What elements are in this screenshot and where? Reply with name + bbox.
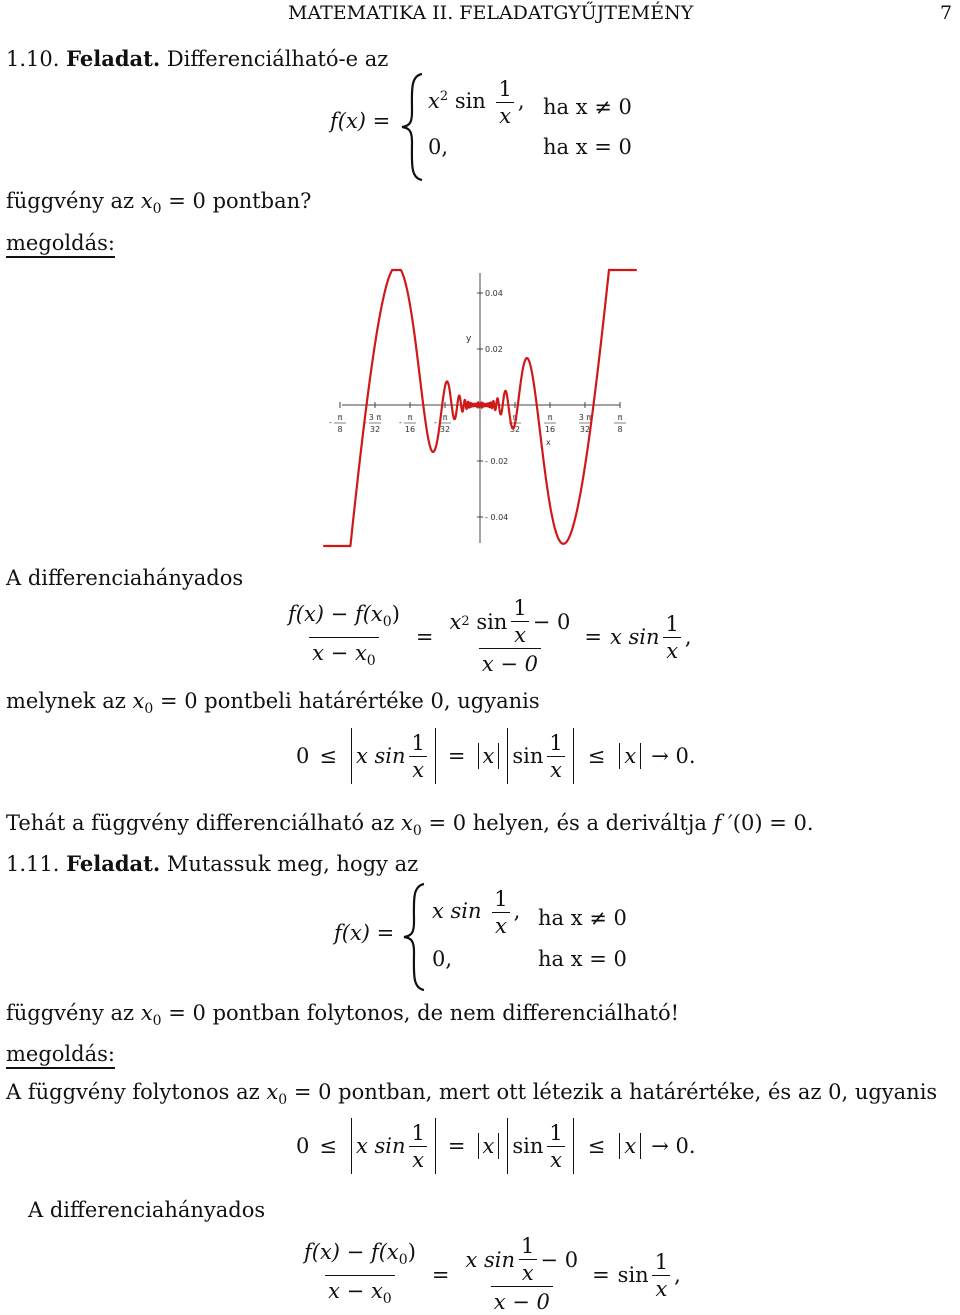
text: = 0 pontban? <box>168 189 312 213</box>
y-tick-label: - 0.02 <box>485 457 509 466</box>
subscript: 0 <box>366 652 376 669</box>
zero: 0 <box>296 744 310 768</box>
x-tick-sign: - <box>364 418 367 427</box>
sin: sin <box>512 744 544 768</box>
fraction <box>491 888 510 937</box>
x-tick-numerator: 3 π <box>368 413 382 422</box>
denominator: x <box>547 1146 565 1171</box>
text: = 0 pontban, mert ott létezik a határértéke, és az 0, ugyanis <box>293 1080 938 1104</box>
subscript: 0 <box>152 1013 162 1029</box>
text: f(x) − f(x <box>288 601 383 626</box>
mid-numerator <box>463 1235 582 1286</box>
x-tick-numerator: π <box>547 413 553 422</box>
text: függvény az <box>6 189 135 213</box>
text: melynek az <box>6 689 126 713</box>
case-1-fraction <box>496 78 515 127</box>
var-x: x <box>266 1080 279 1104</box>
comma: , <box>684 625 692 649</box>
denominator: x <box>409 1146 427 1171</box>
problem-question <box>6 188 311 222</box>
y-tick-label: - 0.04 <box>485 513 509 522</box>
text: = 0 helyen, és a deriváltja <box>428 811 707 835</box>
numerator: 1 <box>411 730 425 755</box>
abs-bar <box>573 728 574 784</box>
case-1 <box>428 78 525 127</box>
problem-number: 1.11. <box>6 852 60 876</box>
problem-text: Mutassuk meg, hogy az <box>166 852 419 876</box>
x-tick-sign: - <box>434 418 437 427</box>
inner-fraction <box>518 1235 537 1284</box>
text: = 0 pontbeli határértéke 0, ugyanis <box>160 689 540 713</box>
lhs-denominator <box>309 637 379 674</box>
mid-denominator: x − 0 <box>491 1286 553 1315</box>
x-tick-denominator: 32 <box>439 425 451 434</box>
text: − 0 <box>540 1247 579 1272</box>
rhs-text: sin <box>617 1263 649 1287</box>
inequality-2 <box>296 1110 696 1182</box>
text: x sin <box>432 899 482 923</box>
solution-link[interactable]: megoldás: <box>6 231 115 255</box>
comma: , <box>517 89 525 113</box>
mid-numerator <box>447 597 574 648</box>
case-1-x: x <box>428 89 440 113</box>
equals: = <box>447 1134 466 1158</box>
subscript: 0 <box>412 823 422 839</box>
var-x: x <box>140 189 153 213</box>
numerator: 1 <box>549 1120 563 1145</box>
function-lhs-2: f(x) = <box>334 921 395 945</box>
diff-intro-1: A differenciahányados <box>6 566 244 590</box>
var-x: x <box>400 811 413 835</box>
le: ≤ <box>319 744 337 768</box>
denominator: x <box>547 756 565 781</box>
var-x: x <box>482 1134 495 1158</box>
subscript: 0 <box>382 613 392 630</box>
subscript: 0 <box>398 1251 408 1268</box>
numerator: 1 <box>411 1120 425 1145</box>
diff-intro-2: A differenciahányados <box>28 1198 266 1222</box>
text: f(x) − f(x <box>304 1239 399 1264</box>
case-2-b: 0, <box>432 947 453 971</box>
lhs-numerator <box>285 601 403 637</box>
text: x − x <box>312 640 367 665</box>
lhs-numerator <box>301 1239 419 1275</box>
rhs-fraction <box>652 1251 671 1300</box>
x-tick-denominator: 32 <box>369 425 381 434</box>
x-tick-sign: - <box>329 418 332 427</box>
left-brace-icon <box>398 72 428 182</box>
denominator: x <box>492 912 510 937</box>
function-lhs: f(x) = <box>330 109 391 133</box>
difference-quotient-2 <box>298 1236 681 1314</box>
text: x sin <box>465 1247 516 1272</box>
abs-bar <box>435 728 436 784</box>
denominator: x <box>663 637 681 662</box>
abs-bar <box>619 743 620 769</box>
limit-intro-1 <box>6 688 540 722</box>
x-tick-numerator: 3 π <box>578 413 592 422</box>
lhs-fraction <box>301 1239 419 1312</box>
arrow: → 0. <box>651 744 696 768</box>
sin: sin <box>476 609 508 634</box>
abs-bar <box>619 1133 620 1159</box>
problem-number: 1.10. <box>6 47 60 71</box>
numerator: 1 <box>494 887 508 911</box>
x-tick-denominator: 16 <box>544 425 556 434</box>
mid-fraction <box>463 1235 582 1315</box>
numerator: 1 <box>549 730 563 755</box>
problem-statement-2 <box>6 1000 679 1034</box>
case-1-condition: ha x ≠ 0 <box>543 95 632 119</box>
y-tick-label: 0.02 <box>485 345 503 354</box>
text: = 0 pontban folytonos, de nem differenciálható! <box>168 1001 680 1025</box>
equals: = <box>584 625 602 649</box>
x-tick-numerator: π <box>337 413 343 422</box>
le: ≤ <box>319 1134 337 1158</box>
abs-bar <box>435 1118 436 1174</box>
problem-text: Differenciálható-e az <box>166 47 389 71</box>
text: ) <box>391 601 400 626</box>
numerator: 1 <box>513 596 527 620</box>
mid-denominator: x − 0 <box>479 648 541 677</box>
numerator: 1 <box>654 1249 669 1274</box>
x-tick-denominator: 32 <box>509 425 521 434</box>
abs-bar <box>507 1118 508 1174</box>
denominator: x <box>409 756 427 781</box>
subscript: 0 <box>278 1092 288 1108</box>
inequality-1 <box>296 720 696 792</box>
case-2-b-condition: ha x = 0 <box>538 947 627 971</box>
x-tick-numerator: π <box>442 413 448 422</box>
denominator: x <box>511 621 529 646</box>
left-brace-icon <box>400 882 430 992</box>
y-axis-label: y <box>466 334 472 344</box>
exponent: 2 <box>461 613 470 629</box>
var-x: x <box>132 689 145 713</box>
denominator: x <box>652 1275 670 1300</box>
sin: sin <box>512 1134 544 1158</box>
var-x: x <box>140 1001 153 1025</box>
var-x: x <box>624 744 637 768</box>
text: (0) = 0. <box>732 811 814 835</box>
equals: = <box>592 1263 610 1287</box>
text: − 0 <box>532 609 571 634</box>
comma: , <box>674 1263 681 1287</box>
arrow: → 0. <box>651 1134 696 1158</box>
lhs-denominator <box>325 1275 395 1312</box>
comma: , <box>513 899 521 923</box>
mid-fraction <box>447 597 574 677</box>
subscript: 0 <box>144 701 154 717</box>
fraction <box>546 1122 565 1171</box>
text: A függvény folytonos az <box>6 1080 260 1104</box>
fraction <box>409 732 428 781</box>
abs-bar <box>573 1118 574 1174</box>
abs-bar <box>351 728 352 784</box>
x-tick-denominator: 16 <box>404 425 416 434</box>
numerator: 1 <box>665 611 679 636</box>
fraction-denominator: x <box>496 102 514 127</box>
derivative: f ′ <box>713 811 733 835</box>
var-x: x <box>624 1134 637 1158</box>
x-tick-denominator: 32 <box>579 425 591 434</box>
subscript: 0 <box>152 201 162 217</box>
solution-link-2[interactable]: megoldás: <box>6 1042 115 1066</box>
text: x sin <box>355 744 406 768</box>
case-1-sin: sin <box>454 89 486 113</box>
le: ≤ <box>587 1134 606 1158</box>
zero: 0 <box>296 1134 310 1158</box>
running-header: MATEMATIKA II. FELADATGYŰJTEMÉNY <box>288 2 694 24</box>
x-tick-denominator: 8 <box>617 425 623 434</box>
equals: = <box>447 744 466 768</box>
problem-heading-1-10 <box>6 46 388 72</box>
x-axis-label: x <box>546 438 551 447</box>
function-plot <box>320 268 640 548</box>
equals: = <box>415 625 434 649</box>
problem-word: Feladat. <box>66 46 161 71</box>
case-1-exponent: 2 <box>439 89 449 104</box>
text: x sin <box>355 1134 406 1158</box>
text: függvény az <box>6 1001 135 1025</box>
abs-bar <box>351 1118 352 1174</box>
var-x: x <box>482 744 495 768</box>
subscript: 0 <box>382 1290 392 1307</box>
text: x − x <box>328 1278 383 1303</box>
continuity-text <box>6 1079 937 1113</box>
text: Tehát a függvény differenciálható az <box>6 811 395 835</box>
abs-bar <box>498 1133 499 1159</box>
abs-bar <box>640 1133 641 1159</box>
rhs-text: x sin <box>609 625 660 649</box>
abs-bar <box>478 1133 479 1159</box>
text: ) <box>407 1239 416 1264</box>
problem-heading-1-11 <box>6 851 418 877</box>
abs-bar <box>498 743 499 769</box>
x-tick-numerator: π <box>617 413 623 422</box>
x-tick-numerator: π <box>512 413 518 422</box>
difference-quotient-1 <box>282 592 692 682</box>
conclusion-1 <box>6 810 814 844</box>
abs-bar <box>478 743 479 769</box>
rhs-fraction <box>663 613 682 662</box>
problem-word: Feladat. <box>66 851 161 876</box>
fraction <box>546 732 565 781</box>
denominator: x <box>519 1259 537 1284</box>
abs-bar <box>507 728 508 784</box>
inner-fraction <box>510 597 529 646</box>
page-number: 7 <box>940 2 953 24</box>
case-2: 0, <box>428 135 449 159</box>
x-tick-numerator: π <box>407 413 413 422</box>
case-1-b-condition: ha x ≠ 0 <box>538 906 627 930</box>
fraction-numerator: 1 <box>498 77 512 101</box>
numerator: 1 <box>521 1234 535 1258</box>
abs-bar <box>640 743 641 769</box>
lhs-fraction <box>285 601 403 674</box>
x-tick-sign: - <box>399 418 402 427</box>
case-2-condition: ha x = 0 <box>543 135 632 159</box>
var-x: x <box>449 609 462 634</box>
fraction <box>409 1122 428 1171</box>
le: ≤ <box>587 744 606 768</box>
equals: = <box>431 1263 450 1287</box>
y-tick-label: 0.04 <box>485 289 503 298</box>
case-1-b <box>432 888 520 937</box>
x-tick-denominator: 8 <box>337 425 343 434</box>
